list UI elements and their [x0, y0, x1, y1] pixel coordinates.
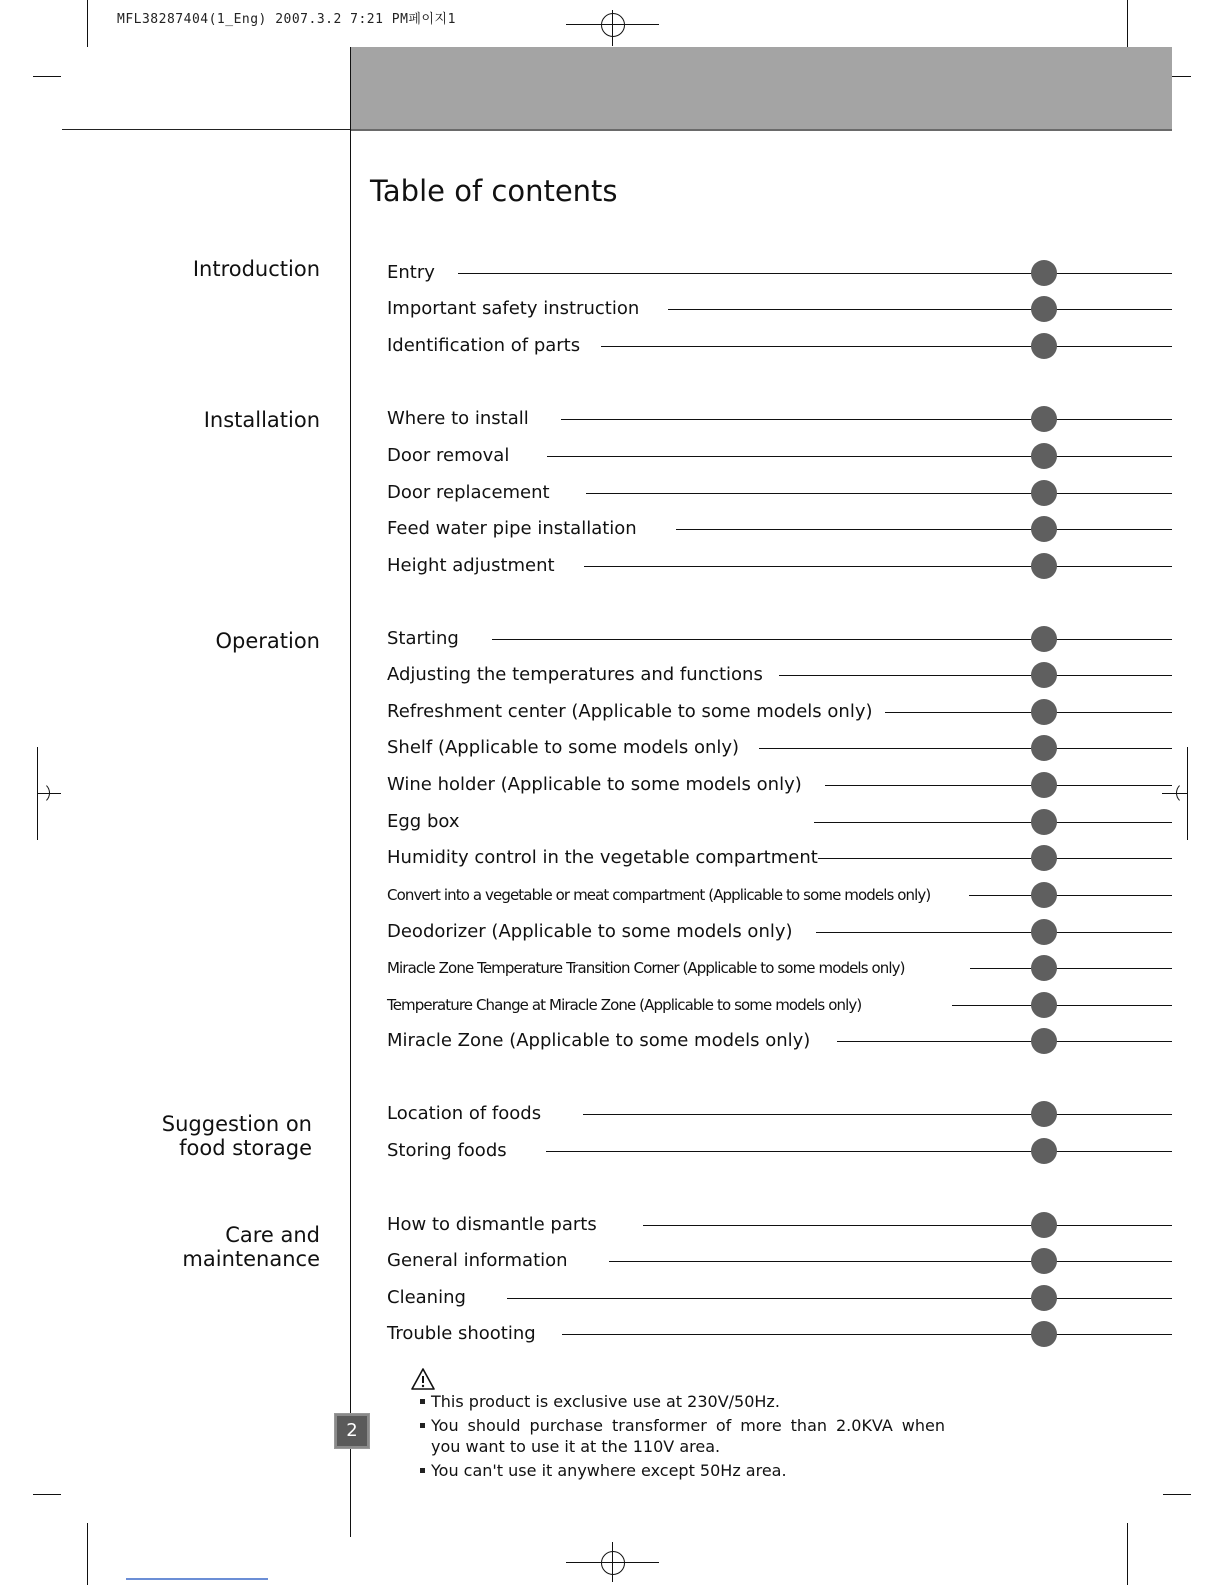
leader-line — [562, 1334, 1172, 1335]
toc-entry[interactable] — [387, 1246, 1172, 1276]
page-dot — [1031, 296, 1057, 322]
toc-entry-label: Refreshment center (Applicable to some models only) — [387, 697, 873, 727]
page-dot — [1031, 480, 1057, 506]
page-dot — [1031, 1028, 1057, 1054]
registration-mark — [601, 13, 625, 37]
toc-entry[interactable] — [387, 770, 1172, 800]
leader-line — [825, 785, 1172, 786]
toc-entry-label: Location of foods — [387, 1099, 541, 1129]
page-dot — [1031, 699, 1057, 725]
toc-entry-label: Door removal — [387, 441, 509, 471]
toc-entry-label: Temperature Change at Miracle Zone (Applicable to some models only) — [387, 990, 861, 1020]
leader-line — [676, 529, 1172, 530]
section-heading-installation: Installation — [203, 408, 320, 432]
toc-entry[interactable] — [387, 697, 1172, 727]
leader-line — [970, 968, 1172, 969]
page-dot — [1031, 1285, 1057, 1311]
leader-line — [885, 712, 1172, 713]
page-dot — [1031, 443, 1057, 469]
leader-line — [546, 1151, 1172, 1152]
print-header-text: MFL38287404(1_Eng) 2007.3.2 7:21 PM페이지1 — [117, 12, 456, 27]
toc-entry-label: Important safety instruction — [387, 294, 639, 324]
page-dot — [1031, 809, 1057, 835]
toc-entry[interactable] — [387, 514, 1172, 544]
leader-line — [547, 456, 1172, 457]
toc-entry[interactable] — [387, 807, 1172, 837]
crop-mark — [1163, 1494, 1191, 1495]
crop-mark — [33, 76, 61, 77]
toc-entry[interactable] — [387, 1283, 1172, 1313]
toc-entry[interactable] — [387, 551, 1172, 581]
toc-entry-label: Humidity control in the vegetable compartment — [387, 843, 818, 873]
toc-entry-label: How to dismantle parts — [387, 1210, 597, 1240]
toc-entry[interactable] — [387, 1099, 1172, 1129]
page-dot — [1031, 882, 1057, 908]
leader-line — [643, 1225, 1172, 1226]
page-dot — [1031, 516, 1057, 542]
toc-entry[interactable] — [387, 880, 1172, 910]
toc-entry-label: Wine holder (Applicable to some models only) — [387, 770, 802, 800]
leader-line — [458, 273, 1172, 274]
header-band — [351, 47, 1172, 130]
leader-line — [837, 1041, 1172, 1042]
page-dot — [1031, 1212, 1057, 1238]
toc-entry-label: Storing foods — [387, 1136, 507, 1166]
leader-line — [507, 1298, 1172, 1299]
page-dot — [1031, 662, 1057, 688]
toc-entry[interactable] — [387, 624, 1172, 654]
registration-mark — [28, 782, 50, 804]
registration-mark — [1176, 782, 1198, 804]
toc-entry[interactable] — [387, 404, 1172, 434]
page-dot — [1031, 406, 1057, 432]
column-divider — [350, 47, 351, 1537]
toc-entry[interactable] — [387, 441, 1172, 471]
toc-entry[interactable] — [387, 953, 1172, 983]
leader-line — [779, 675, 1172, 676]
section-heading-care-maintenance: Care and maintenance — [182, 1223, 320, 1271]
crop-mark — [1127, 0, 1128, 47]
note-line: This product is exclusive use at 230V/50Hz. — [420, 1391, 945, 1412]
toc-entry[interactable] — [387, 478, 1172, 508]
leader-line — [583, 1114, 1172, 1115]
toc-entry[interactable] — [387, 1210, 1172, 1240]
toc-entry-label: Identification of parts — [387, 331, 580, 361]
toc-entry[interactable] — [387, 843, 1172, 873]
page-dot — [1031, 1138, 1057, 1164]
page-dot — [1031, 1248, 1057, 1274]
leader-line — [952, 1005, 1172, 1006]
section-heading-introduction: Introduction — [192, 257, 320, 281]
page-dot — [1031, 626, 1057, 652]
toc-entry-label: Door replacement — [387, 478, 550, 508]
power-requirements-note — [420, 1391, 945, 1484]
leader-line — [816, 932, 1172, 933]
page-dot — [1031, 919, 1057, 945]
page-title: Table of contents — [370, 174, 618, 208]
section-heading-food-storage: Suggestion on food storage — [161, 1112, 312, 1160]
leader-line — [601, 346, 1172, 347]
registration-mark — [601, 1551, 625, 1575]
toc-entry-label: Cleaning — [387, 1283, 466, 1313]
crop-mark — [87, 0, 88, 47]
header-rule — [351, 129, 1172, 131]
toc-entry-label: Convert into a vegetable or meat compartment (Applicable to some models only) — [387, 880, 930, 910]
toc-entry-label: Adjusting the temperatures and functions — [387, 660, 763, 690]
toc-entry-label: Height adjustment — [387, 551, 555, 581]
toc-entry-label: Egg box — [387, 807, 459, 837]
page-dot — [1031, 772, 1057, 798]
page-dot — [1031, 845, 1057, 871]
page-dot — [1031, 1101, 1057, 1127]
leader-line — [584, 566, 1172, 567]
page-dot — [1031, 955, 1057, 981]
leader-line — [813, 858, 1172, 859]
page-dot — [1031, 260, 1057, 286]
note-line: You can't use it anywhere except 50Hz area. — [420, 1460, 945, 1481]
toc-entry[interactable] — [387, 294, 1172, 324]
toc-entry-label: Deodorizer (Applicable to some models only) — [387, 917, 793, 947]
page-dot — [1031, 735, 1057, 761]
toc-entry-label: Feed water pipe installation — [387, 514, 637, 544]
toc-entry[interactable] — [387, 733, 1172, 763]
link-underline — [126, 1578, 268, 1580]
toc-entry-label: General information — [387, 1246, 568, 1276]
section-heading-operation: Operation — [215, 629, 320, 653]
page-number: 2 — [334, 1413, 370, 1449]
toc-entry[interactable] — [387, 258, 1172, 288]
crop-mark — [87, 1523, 88, 1585]
leader-line — [609, 1261, 1172, 1262]
toc-entry[interactable] — [387, 1136, 1172, 1166]
page-dot — [1031, 333, 1057, 359]
leader-line — [759, 748, 1172, 749]
leader-line — [969, 895, 1172, 896]
toc-entry[interactable] — [387, 1319, 1172, 1349]
leader-line — [668, 309, 1172, 310]
leader-line — [586, 493, 1172, 494]
toc-entry[interactable] — [387, 990, 1172, 1020]
toc-entry-label: Miracle Zone (Applicable to some models only) — [387, 1026, 810, 1056]
toc-entry-label: Miracle Zone Temperature Transition Corner (Applicable to some models only) — [387, 953, 905, 983]
toc-entry[interactable] — [387, 1026, 1172, 1056]
note-line: You should purchase transformer of more than 2.0KVA when you want to use it at the 110V area. — [420, 1415, 945, 1457]
leader-line — [492, 639, 1172, 640]
page-dot — [1031, 553, 1057, 579]
header-rule — [62, 129, 351, 130]
toc-entry-label: Shelf (Applicable to some models only) — [387, 733, 739, 763]
toc-entry[interactable] — [387, 331, 1172, 361]
crop-mark — [1127, 1523, 1128, 1585]
toc-entry-label: Trouble shooting — [387, 1319, 536, 1349]
page-dot — [1031, 992, 1057, 1018]
leader-line — [561, 419, 1172, 420]
page-dot — [1031, 1321, 1057, 1347]
toc-entry[interactable] — [387, 660, 1172, 690]
crop-mark — [33, 1494, 61, 1495]
leader-line — [814, 822, 1172, 823]
toc-entry-label: Starting — [387, 624, 459, 654]
toc-entry-label: Where to install — [387, 404, 529, 434]
toc-entry-label: Entry — [387, 258, 435, 288]
toc-entry[interactable] — [387, 917, 1172, 947]
